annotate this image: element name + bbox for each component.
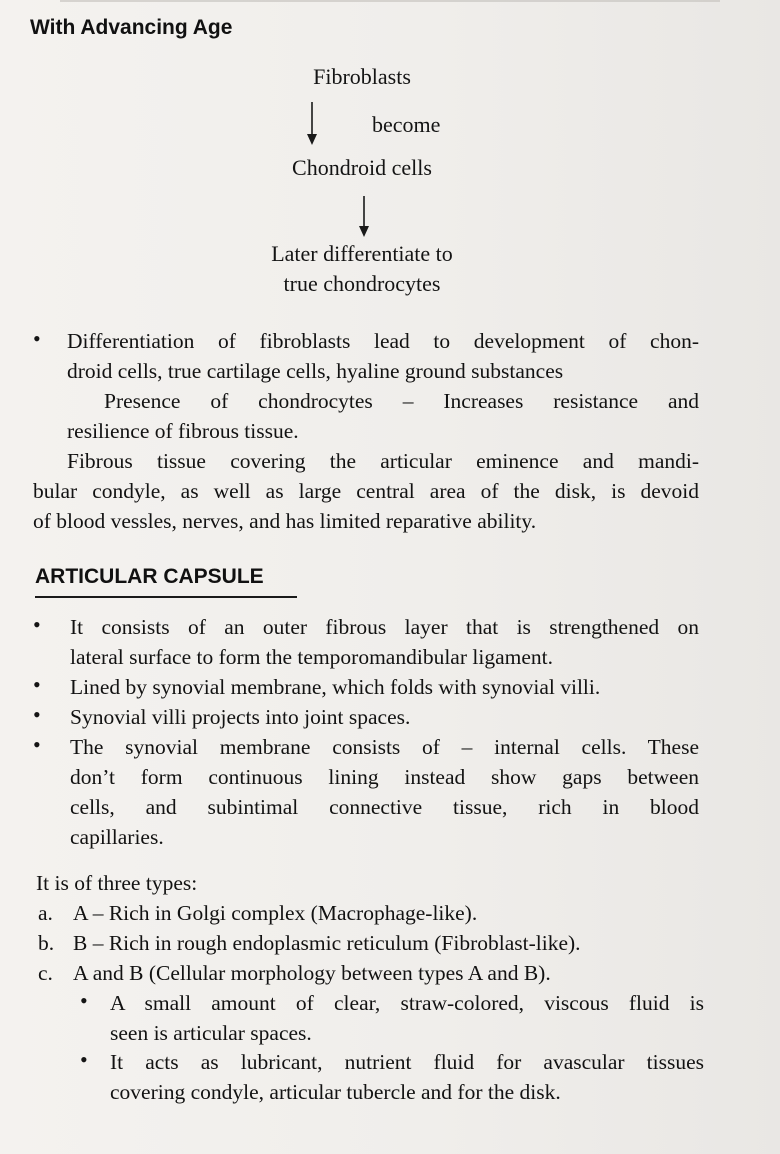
bullet-synovial-membrane-cells: The synovial membrane consists of – internal cells. These don’t form continuous lining instead show gaps between cells, and subintimal connective tissue, rich in blood capillaries. — [70, 735, 699, 849]
flow-node-later-line2: true chondrocytes — [283, 271, 441, 296]
bullet-dot: • — [33, 612, 41, 637]
type-b-marker: b. — [38, 931, 55, 955]
bullet-dot: • — [33, 702, 41, 727]
down-arrow-icon — [306, 100, 318, 146]
bullet-synovial-villi: Synovial villi projects into joint spaces. — [70, 705, 411, 729]
flow-node-fibroblasts: Fibroblasts — [313, 64, 411, 89]
section-title-articular-capsule: ARTICULAR CAPSULE — [35, 565, 264, 588]
bullet-dot: • — [33, 672, 41, 697]
sub-bullet-dot: • — [80, 1047, 88, 1072]
type-b-text: B – Rich in rough endoplasmic reticulum (Fibroblast-like). — [73, 931, 581, 955]
type-c-text: A and B (Cellular morphology between types A and B). — [73, 961, 551, 985]
type-a-text: A – Rich in Golgi complex (Macrophage-like). — [73, 901, 478, 925]
section-title-advancing-age: With Advancing Age — [30, 16, 233, 39]
paragraph-fibrous-tissue: Fibrous tissue covering the articular eminence and mandi- bular condyle, as well as large central area of the disk, is devoid of blood vessles, nerves, and has limited reparative ability. — [33, 449, 699, 533]
bullet-outer-fibrous-layer: It consists of an outer fibrous layer that is strengthened on lateral surface to form the temporomandibular ligament. — [70, 615, 699, 669]
bullet-differentiation: Differentiation of fibroblasts lead to development of chon- droid cells, true cartilage cells, hyaline ground substances — [67, 329, 699, 383]
paragraph-presence-chondrocytes: Presence of chondrocytes – Increases resistance and resilience of fibrous tissue. — [67, 389, 699, 443]
type-a-marker: a. — [38, 901, 53, 925]
type-c-marker: c. — [38, 961, 53, 985]
bullet-dot: • — [33, 732, 41, 757]
flow-arrow-label-become: become — [372, 112, 441, 137]
section-title-underline — [35, 596, 297, 598]
sub-bullet-dot: • — [80, 988, 88, 1013]
bullet-synovial-membrane-lining: Lined by synovial membrane, which folds with synovial villi. — [70, 675, 601, 699]
flow-node-chondroid-cells: Chondroid cells — [292, 155, 432, 180]
sub-bullet-synovial-fluid: A small amount of clear, straw-colored, viscous fluid is seen is articular spaces. — [110, 991, 704, 1045]
sub-bullet-lubricant: It acts as lubricant, nutrient fluid for avascular tissues covering condyle, articular tubercle and for the disk. — [110, 1050, 704, 1104]
page-top-edge — [60, 0, 720, 2]
bullet-dot: • — [33, 326, 41, 351]
down-arrow-icon — [358, 194, 370, 240]
flow-node-later-line1: Later differentiate to — [271, 241, 453, 266]
types-intro: It is of three types: — [36, 871, 198, 895]
